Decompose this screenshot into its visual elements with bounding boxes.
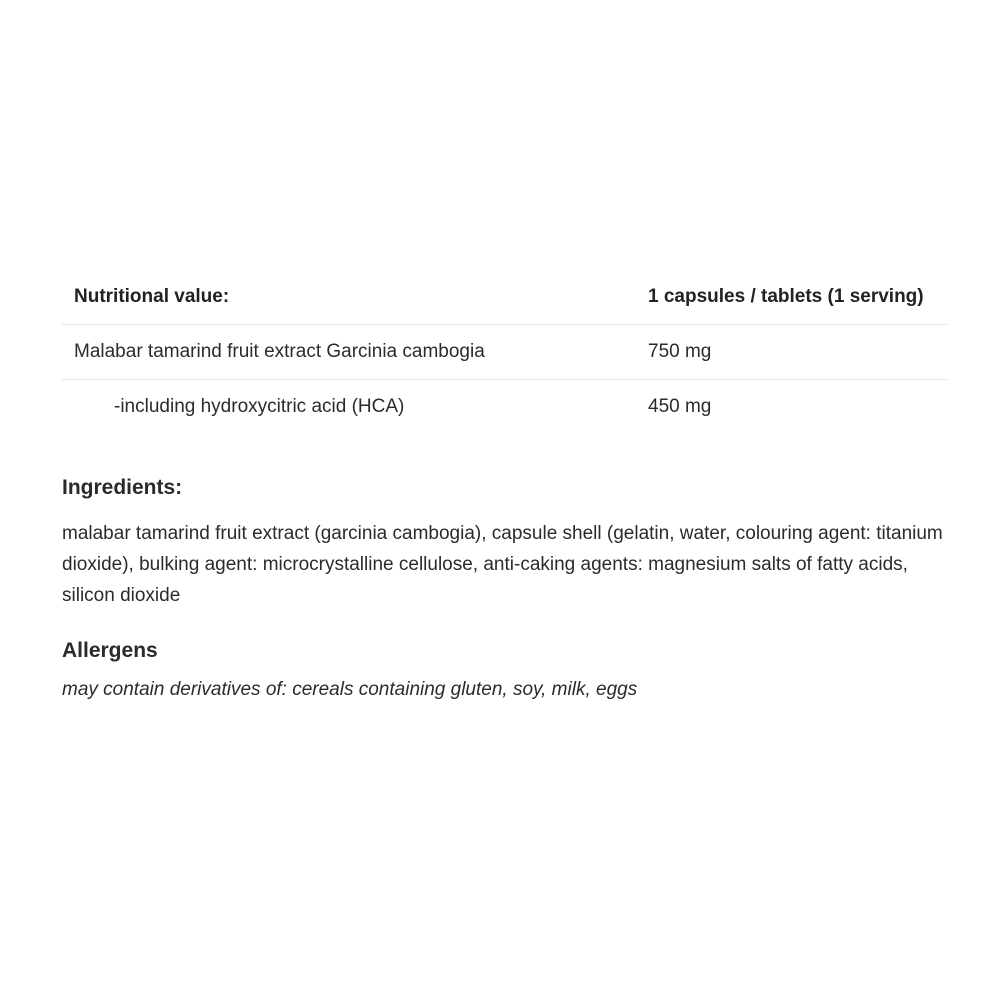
nutrition-header-serving: 1 capsules / tablets (1 serving) (636, 270, 947, 325)
table-row (62, 380, 947, 435)
nutrient-name: -including hydroxycitric acid (HCA) (114, 396, 405, 417)
nutrition-table-header-row (62, 270, 947, 325)
allergens-heading: Allergens (62, 639, 158, 662)
nutrition-header-label: Nutritional value: (62, 270, 636, 325)
nutrient-amount: 450 mg (648, 396, 712, 417)
nutrient-amount: 750 mg (636, 325, 947, 380)
table-row (62, 325, 947, 380)
ingredients-text: malabar tamarind fruit extract (garcinia cambogia), capsule shell (gelatin, water, colouring agent: titanium dioxide), bulking agent: microcrystalline cellulose, anti-caking agents: magnesium salts of fatty acids, silicon dioxide (62, 523, 943, 606)
allergens-text: may contain derivatives of: cereals containing gluten, soy, milk, eggs (62, 679, 638, 700)
nutrient-name: Malabar tamarind fruit extract Garcinia cambogia (62, 325, 636, 380)
product-info-section (62, 270, 947, 701)
ingredients-heading: Ingredients: (62, 476, 183, 499)
nutrition-table (62, 270, 947, 434)
